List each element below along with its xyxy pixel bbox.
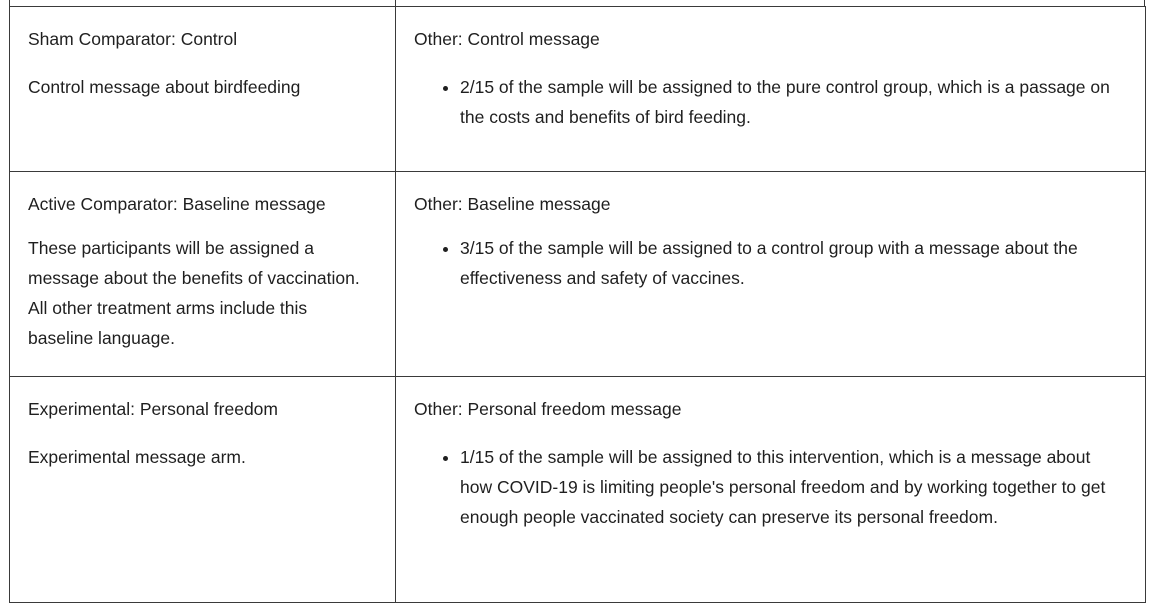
intervention-cell [396, 377, 1146, 603]
table-row [10, 377, 1146, 603]
arm-title: Sham Comparator: Control [28, 29, 238, 49]
arm-cell [10, 7, 396, 172]
arm-title: Active Comparator: Baseline message [28, 194, 326, 214]
arm-description: Control message about birdfeeding [28, 77, 301, 97]
arm-description: Experimental message arm. [28, 447, 246, 467]
intervention-list [414, 233, 1127, 293]
intervention-title: Other: Baseline message [414, 194, 611, 214]
intervention-title: Other: Personal freedom message [414, 399, 682, 419]
intervention-bullet: • 3/15 of the sample will be assigned to a control group with a message about the effectiveness and safety of vaccines. [460, 233, 1127, 293]
arms-interventions-table [9, 6, 1145, 603]
intervention-list [414, 442, 1127, 532]
arm-cell [10, 377, 396, 603]
arm-description: These participants will be assigned a message about the benefits of vaccination. All other treatment arms include this baseline language. [28, 238, 360, 348]
intervention-title: Other: Control message [414, 29, 600, 49]
intervention-cell [396, 7, 1146, 172]
intervention-list [414, 72, 1127, 132]
table-row [10, 7, 1146, 172]
arm-title: Experimental: Personal freedom [28, 399, 278, 419]
arm-cell [10, 172, 396, 377]
intervention-cell [396, 172, 1146, 377]
intervention-bullet: • 1/15 of the sample will be assigned to this intervention, which is a message about how COVID-19 is limiting people's personal freedom and by working together to get enough people vaccinated society can preserve its personal freedom. [460, 442, 1127, 532]
arms-table [9, 6, 1146, 603]
intervention-bullet: • 2/15 of the sample will be assigned to the pure control group, which is a passage on the costs and benefits of bird feeding. [460, 72, 1127, 132]
table-row [10, 172, 1146, 377]
